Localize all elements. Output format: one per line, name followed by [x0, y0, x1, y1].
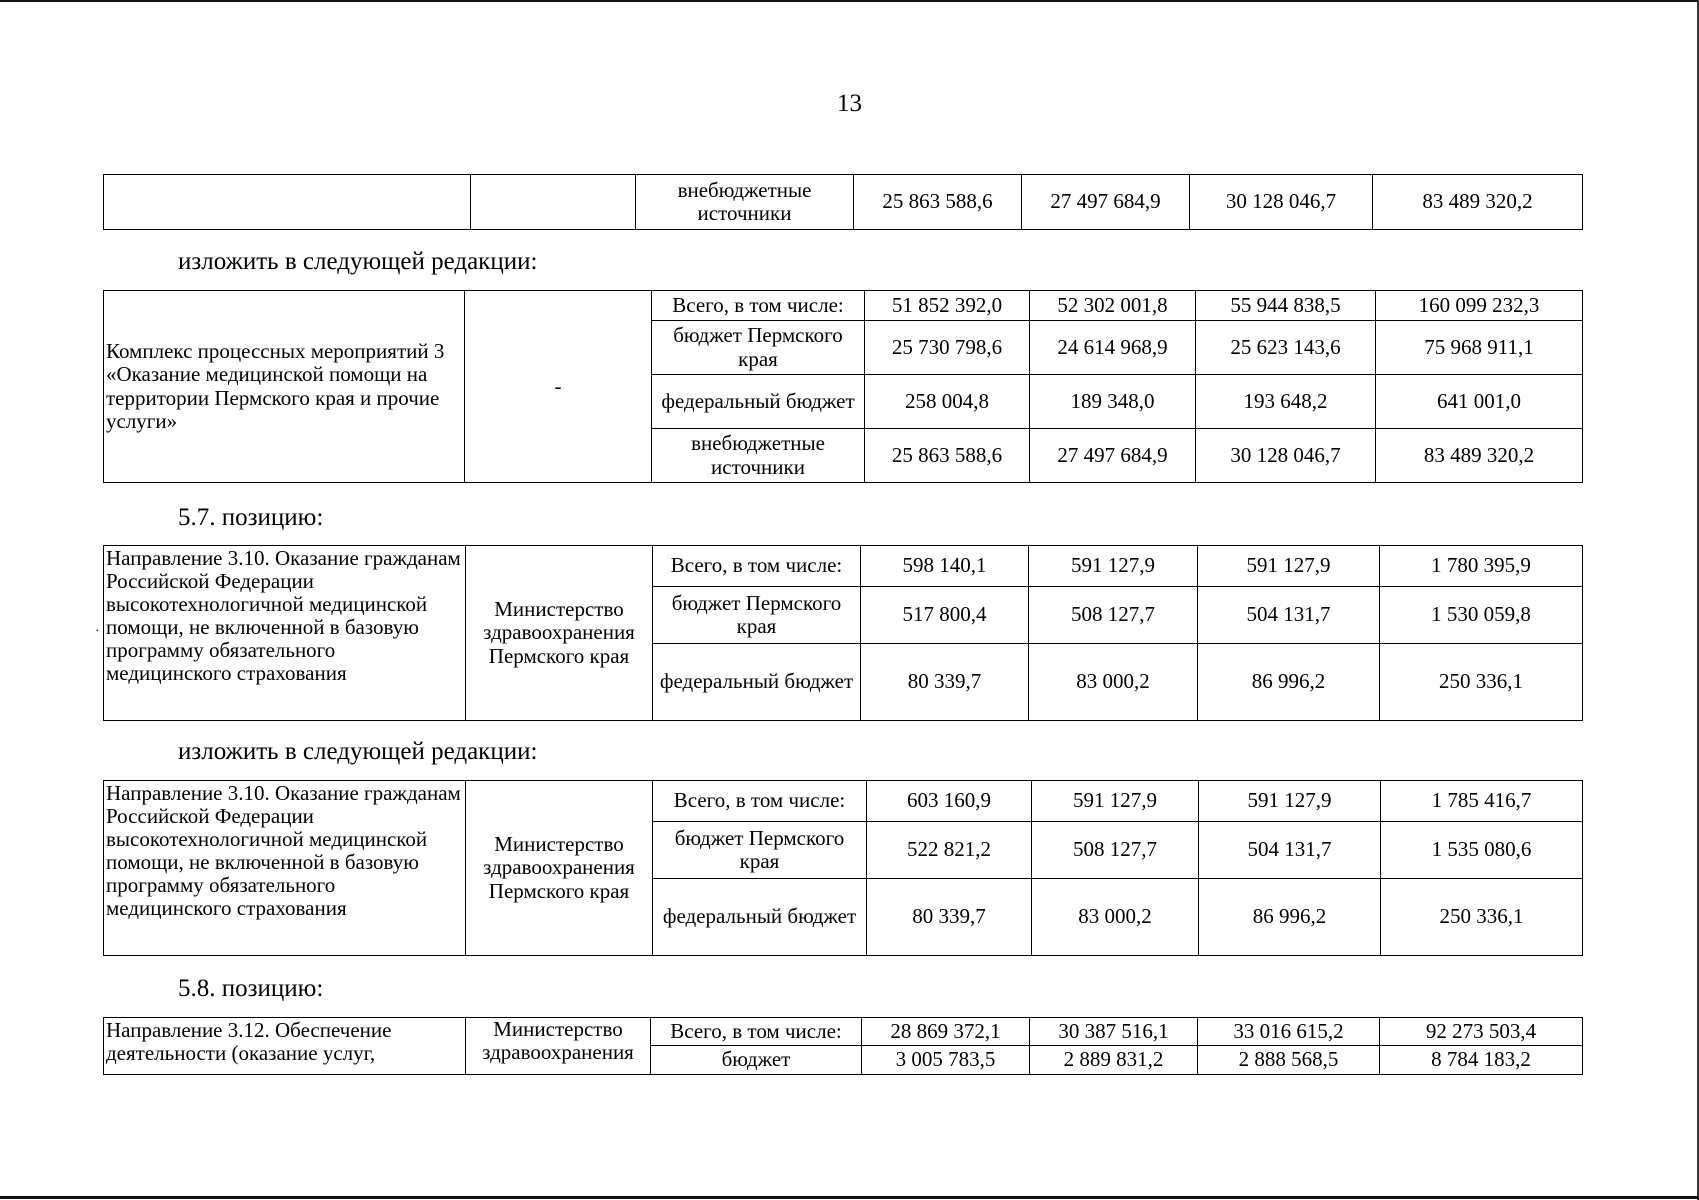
description-cell: Комплекс процессных мероприятий 3 «Оказание медицинской помощи на территории Пермского края и прочие услуги» [104, 291, 465, 483]
source-cell: бюджет [651, 1046, 862, 1075]
value-cell: 25 863 588,6 [854, 175, 1022, 230]
value-cell: 52 302 001,8 [1030, 291, 1196, 321]
source-cell: Всего, в том числе: [653, 781, 867, 822]
value-cell: 83 489 320,2 [1376, 429, 1583, 483]
description-cell: Направление 3.10. Оказание гражданам Российской Федерации высокотехнологичной медицинской помощи, не включенной в базовую программу обязательного медицинского страхования [104, 781, 466, 956]
source-cell: федеральный бюджет [652, 375, 865, 429]
table-row [104, 1018, 1583, 1046]
value-cell: 25 863 588,6 [865, 429, 1030, 483]
value-cell: 1 785 416,7 [1381, 781, 1583, 822]
value-cell: 80 339,7 [861, 644, 1029, 721]
value-cell: 189 348,0 [1030, 375, 1196, 429]
table-direction-3-12 [103, 1017, 1583, 1075]
value-cell: 55 944 838,5 [1196, 291, 1376, 321]
value-cell: 83 000,2 [1029, 644, 1198, 721]
source-cell: бюджет Пермского края [652, 321, 865, 375]
source-cell: федеральный бюджет [653, 879, 867, 956]
table-row [104, 291, 1583, 321]
value-cell: 641 001,0 [1376, 375, 1583, 429]
source-cell: федеральный бюджет [653, 644, 861, 721]
value-cell: 25 730 798,6 [865, 321, 1030, 375]
source-cell: внебюджетные источники [652, 429, 865, 483]
table-direction-3-10-new [103, 780, 1583, 956]
value-cell: 1 780 395,9 [1380, 546, 1583, 587]
value-cell: 83 489 320,2 [1373, 175, 1583, 230]
table-row [104, 781, 1583, 822]
value-cell: 591 127,9 [1199, 781, 1381, 822]
value-cell: 1 530 059,8 [1380, 587, 1583, 644]
value-cell: 2 888 568,5 [1198, 1046, 1380, 1075]
heading-edit: изложить в следующей редакции: [178, 248, 538, 275]
value-cell: 75 968 911,1 [1376, 321, 1583, 375]
value-cell: 591 127,9 [1198, 546, 1380, 587]
value-cell: 30 128 046,7 [1190, 175, 1373, 230]
value-cell: 193 648,2 [1196, 375, 1376, 429]
value-cell: 28 869 372,1 [862, 1018, 1030, 1046]
scan-edge-bottom [0, 1196, 1699, 1199]
value-cell: 92 273 503,4 [1380, 1018, 1583, 1046]
table-row [104, 546, 1583, 587]
value-cell: 33 016 615,2 [1198, 1018, 1380, 1046]
page-number: 13 [837, 90, 862, 117]
value-cell: 27 497 684,9 [1030, 429, 1196, 483]
source-cell: бюджет Пермского края [653, 587, 861, 644]
table-complex-3 [103, 290, 1583, 483]
value-cell: 160 099 232,3 [1376, 291, 1583, 321]
value-cell: 603 160,9 [867, 781, 1032, 822]
value-cell: 522 821,2 [867, 822, 1032, 879]
heading-edit: изложить в следующей редакции: [178, 738, 538, 765]
value-cell: 504 131,7 [1199, 822, 1381, 879]
value-cell: 2 889 831,2 [1030, 1046, 1198, 1075]
description-cell: Направление 3.10. Оказание гражданам Российской Федерации высокотехнологичной медицинской помощи, не включенной в базовую программу обязательного медицинского страхования [104, 546, 466, 721]
heading-position-5-8: 5.8. позицию: [178, 975, 324, 1002]
value-cell: 30 128 046,7 [1196, 429, 1376, 483]
value-cell: 27 497 684,9 [1022, 175, 1190, 230]
description-cell: Направление 3.12. Обеспечение деятельности (оказание услуг, [104, 1018, 466, 1075]
value-cell: 250 336,1 [1380, 644, 1583, 721]
executor-cell: Министерство здравоохранения Пермского края [466, 781, 653, 956]
value-cell: 30 387 516,1 [1030, 1018, 1198, 1046]
value-cell: 86 996,2 [1198, 644, 1380, 721]
scan-speck: · [95, 624, 100, 639]
value-cell: 25 623 143,6 [1196, 321, 1376, 375]
value-cell: 508 127,7 [1029, 587, 1198, 644]
executor-cell [471, 175, 636, 230]
value-cell: 8 784 183,2 [1380, 1046, 1583, 1075]
description-cell [104, 175, 471, 230]
value-cell: 86 996,2 [1199, 879, 1381, 956]
heading-position-5-7: 5.7. позицию: [178, 504, 324, 531]
value-cell: 598 140,1 [861, 546, 1029, 587]
value-cell: 24 614 968,9 [1030, 321, 1196, 375]
executor-cell: Министерство здравоохранения [466, 1018, 651, 1075]
value-cell: 591 127,9 [1032, 781, 1199, 822]
table-direction-3-10-old [103, 545, 1583, 721]
table-row [104, 175, 1583, 230]
source-cell: Всего, в том числе: [651, 1018, 862, 1046]
value-cell: 1 535 080,6 [1381, 822, 1583, 879]
value-cell: 3 005 783,5 [862, 1046, 1030, 1075]
value-cell: 51 852 392,0 [865, 291, 1030, 321]
source-cell: Всего, в том числе: [652, 291, 865, 321]
value-cell: 258 004,8 [865, 375, 1030, 429]
executor-cell: Министерство здравоохранения Пермского края [466, 546, 653, 721]
value-cell: 80 339,7 [867, 879, 1032, 956]
scan-edge-top [0, 0, 1699, 2]
source-cell: Всего, в том числе: [653, 546, 861, 587]
value-cell: 250 336,1 [1381, 879, 1583, 956]
value-cell: 508 127,7 [1032, 822, 1199, 879]
source-cell: бюджет Пермского края [653, 822, 867, 879]
executor-cell: - [465, 291, 652, 483]
source-cell: внебюджетные источники [636, 175, 854, 230]
value-cell: 504 131,7 [1198, 587, 1380, 644]
value-cell: 517 800,4 [861, 587, 1029, 644]
value-cell: 591 127,9 [1029, 546, 1198, 587]
value-cell: 83 000,2 [1032, 879, 1199, 956]
table-continuation [103, 174, 1583, 230]
